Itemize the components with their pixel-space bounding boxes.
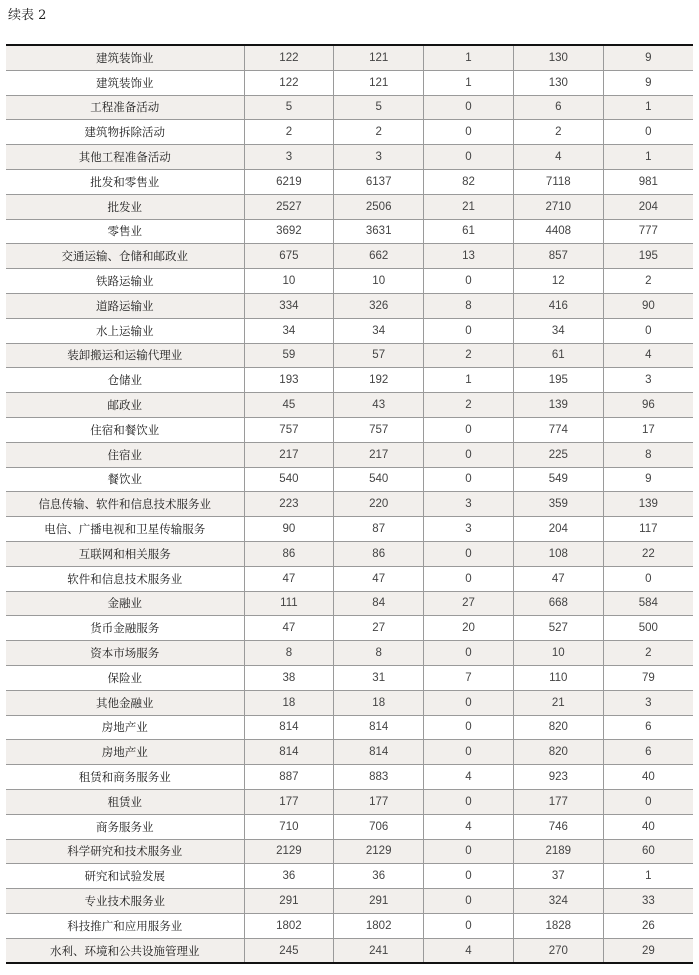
industry-name-cell: 其他工程准备活动 (6, 145, 244, 170)
table-row (6, 417, 693, 442)
industry-name-cell: 研究和试验发展 (6, 864, 244, 889)
industry-name-cell: 电信、广播电视和卫星传输服务 (6, 517, 244, 542)
value-cell: 60 (603, 839, 693, 864)
value-cell: 27 (424, 591, 514, 616)
industry-name-cell: 交通运输、仓储和邮政业 (6, 244, 244, 269)
value-cell: 675 (244, 244, 334, 269)
value-cell: 326 (334, 293, 424, 318)
value-cell: 177 (513, 789, 603, 814)
value-cell: 217 (334, 442, 424, 467)
table-row (6, 938, 693, 963)
value-cell: 923 (513, 765, 603, 790)
value-cell: 26 (603, 913, 693, 938)
value-cell: 241 (334, 938, 424, 963)
value-cell: 47 (244, 616, 334, 641)
industry-name-cell: 批发业 (6, 194, 244, 219)
value-cell: 33 (603, 889, 693, 914)
value-cell: 121 (334, 45, 424, 70)
value-cell: 0 (424, 145, 514, 170)
value-cell: 34 (244, 318, 334, 343)
value-cell: 110 (513, 665, 603, 690)
value-cell: 883 (334, 765, 424, 790)
value-cell: 4 (513, 145, 603, 170)
value-cell: 814 (244, 715, 334, 740)
value-cell: 84 (334, 591, 424, 616)
data-table (6, 44, 693, 964)
value-cell: 10 (334, 269, 424, 294)
table-row (6, 765, 693, 790)
value-cell: 220 (334, 492, 424, 517)
value-cell: 130 (513, 45, 603, 70)
value-cell: 820 (513, 715, 603, 740)
value-cell: 549 (513, 467, 603, 492)
value-cell: 4 (424, 765, 514, 790)
value-cell: 3692 (244, 219, 334, 244)
value-cell: 0 (424, 740, 514, 765)
value-cell: 3 (334, 145, 424, 170)
table-row (6, 566, 693, 591)
value-cell: 193 (244, 368, 334, 393)
value-cell: 1802 (334, 913, 424, 938)
industry-name-cell: 房地产业 (6, 740, 244, 765)
value-cell: 34 (334, 318, 424, 343)
value-cell: 0 (424, 417, 514, 442)
value-cell: 527 (513, 616, 603, 641)
value-cell: 10 (244, 269, 334, 294)
value-cell: 857 (513, 244, 603, 269)
value-cell: 2 (244, 120, 334, 145)
value-cell: 9 (603, 45, 693, 70)
value-cell: 584 (603, 591, 693, 616)
table-row (6, 70, 693, 95)
industry-name-cell: 租赁和商务服务业 (6, 765, 244, 790)
table-row (6, 541, 693, 566)
value-cell: 139 (513, 393, 603, 418)
table-body (6, 45, 693, 963)
industry-name-cell: 租赁业 (6, 789, 244, 814)
value-cell: 2506 (334, 194, 424, 219)
value-cell: 540 (244, 467, 334, 492)
table-row (6, 641, 693, 666)
value-cell: 0 (424, 690, 514, 715)
value-cell: 21 (424, 194, 514, 219)
table-row (6, 715, 693, 740)
industry-name-cell: 道路运输业 (6, 293, 244, 318)
table-row (6, 517, 693, 542)
value-cell: 710 (244, 814, 334, 839)
industry-name-cell: 零售业 (6, 219, 244, 244)
table-row (6, 740, 693, 765)
value-cell: 90 (603, 293, 693, 318)
table-row (6, 467, 693, 492)
value-cell: 1 (603, 95, 693, 120)
value-cell: 17 (603, 417, 693, 442)
table-row (6, 913, 693, 938)
value-cell: 8 (244, 641, 334, 666)
value-cell: 3 (603, 690, 693, 715)
value-cell: 4408 (513, 219, 603, 244)
value-cell: 8 (603, 442, 693, 467)
value-cell: 1802 (244, 913, 334, 938)
value-cell: 0 (424, 541, 514, 566)
industry-name-cell: 保险业 (6, 665, 244, 690)
table-row (6, 665, 693, 690)
value-cell: 18 (334, 690, 424, 715)
value-cell: 2 (424, 343, 514, 368)
industry-name-cell: 商务服务业 (6, 814, 244, 839)
industry-name-cell: 住宿和餐饮业 (6, 417, 244, 442)
value-cell: 4 (424, 814, 514, 839)
value-cell: 20 (424, 616, 514, 641)
value-cell: 1 (603, 145, 693, 170)
value-cell: 86 (244, 541, 334, 566)
value-cell: 121 (334, 70, 424, 95)
value-cell: 245 (244, 938, 334, 963)
value-cell: 40 (603, 814, 693, 839)
value-cell: 0 (424, 913, 514, 938)
value-cell: 0 (424, 442, 514, 467)
value-cell: 204 (603, 194, 693, 219)
value-cell: 757 (244, 417, 334, 442)
industry-name-cell: 建筑装饰业 (6, 45, 244, 70)
industry-name-cell: 住宿业 (6, 442, 244, 467)
value-cell: 47 (334, 566, 424, 591)
value-cell: 814 (244, 740, 334, 765)
table-row (6, 169, 693, 194)
value-cell: 668 (513, 591, 603, 616)
table-row (6, 145, 693, 170)
industry-name-cell: 其他金融业 (6, 690, 244, 715)
value-cell: 746 (513, 814, 603, 839)
value-cell: 10 (513, 641, 603, 666)
value-cell: 204 (513, 517, 603, 542)
industry-name-cell: 邮政业 (6, 393, 244, 418)
value-cell: 195 (513, 368, 603, 393)
value-cell: 270 (513, 938, 603, 963)
value-cell: 27 (334, 616, 424, 641)
value-cell: 2710 (513, 194, 603, 219)
value-cell: 31 (334, 665, 424, 690)
value-cell: 45 (244, 393, 334, 418)
value-cell: 757 (334, 417, 424, 442)
value-cell: 662 (334, 244, 424, 269)
value-cell: 177 (244, 789, 334, 814)
value-cell: 47 (513, 566, 603, 591)
value-cell: 0 (424, 566, 514, 591)
table-row (6, 244, 693, 269)
value-cell: 6 (603, 715, 693, 740)
value-cell: 1 (603, 864, 693, 889)
value-cell: 108 (513, 541, 603, 566)
table-row (6, 219, 693, 244)
value-cell: 139 (603, 492, 693, 517)
value-cell: 1 (424, 45, 514, 70)
value-cell: 2 (603, 269, 693, 294)
industry-name-cell: 餐饮业 (6, 467, 244, 492)
industry-name-cell: 仓储业 (6, 368, 244, 393)
value-cell: 500 (603, 616, 693, 641)
value-cell: 9 (603, 467, 693, 492)
value-cell: 2189 (513, 839, 603, 864)
table-row (6, 839, 693, 864)
value-cell: 3 (424, 517, 514, 542)
value-cell: 0 (424, 467, 514, 492)
value-cell: 2 (424, 393, 514, 418)
value-cell: 0 (424, 318, 514, 343)
industry-name-cell: 货币金融服务 (6, 616, 244, 641)
value-cell: 1 (424, 368, 514, 393)
value-cell: 87 (334, 517, 424, 542)
table-row (6, 591, 693, 616)
value-cell: 5 (334, 95, 424, 120)
value-cell: 0 (603, 789, 693, 814)
table-row (6, 442, 693, 467)
value-cell: 7118 (513, 169, 603, 194)
value-cell: 29 (603, 938, 693, 963)
value-cell: 43 (334, 393, 424, 418)
value-cell: 291 (244, 889, 334, 914)
table-row (6, 368, 693, 393)
value-cell: 2129 (244, 839, 334, 864)
value-cell: 9 (603, 70, 693, 95)
value-cell: 887 (244, 765, 334, 790)
industry-name-cell: 科技推广和应用服务业 (6, 913, 244, 938)
value-cell: 6 (603, 740, 693, 765)
value-cell: 3 (424, 492, 514, 517)
table-row (6, 690, 693, 715)
value-cell: 61 (424, 219, 514, 244)
value-cell: 21 (513, 690, 603, 715)
value-cell: 86 (334, 541, 424, 566)
value-cell: 2 (603, 641, 693, 666)
table-caption: 续表 2 (8, 8, 47, 23)
industry-name-cell: 工程准备活动 (6, 95, 244, 120)
value-cell: 4 (424, 938, 514, 963)
value-cell: 0 (603, 566, 693, 591)
value-cell: 225 (513, 442, 603, 467)
industry-name-cell: 软件和信息技术服务业 (6, 566, 244, 591)
table-row (6, 393, 693, 418)
value-cell: 36 (334, 864, 424, 889)
table-row (6, 318, 693, 343)
value-cell: 8 (334, 641, 424, 666)
value-cell: 122 (244, 45, 334, 70)
value-cell: 8 (424, 293, 514, 318)
value-cell: 177 (334, 789, 424, 814)
value-cell: 416 (513, 293, 603, 318)
industry-name-cell: 建筑装饰业 (6, 70, 244, 95)
value-cell: 0 (424, 715, 514, 740)
value-cell: 1 (424, 70, 514, 95)
value-cell: 117 (603, 517, 693, 542)
value-cell: 7 (424, 665, 514, 690)
industry-name-cell: 互联网和相关服务 (6, 541, 244, 566)
value-cell: 59 (244, 343, 334, 368)
industry-name-cell: 房地产业 (6, 715, 244, 740)
value-cell: 2129 (334, 839, 424, 864)
value-cell: 192 (334, 368, 424, 393)
value-cell: 34 (513, 318, 603, 343)
value-cell: 6137 (334, 169, 424, 194)
value-cell: 6 (513, 95, 603, 120)
value-cell: 324 (513, 889, 603, 914)
value-cell: 4 (603, 343, 693, 368)
value-cell: 38 (244, 665, 334, 690)
table-row (6, 492, 693, 517)
value-cell: 130 (513, 70, 603, 95)
value-cell: 111 (244, 591, 334, 616)
table-row (6, 95, 693, 120)
value-cell: 36 (244, 864, 334, 889)
industry-name-cell: 信息传输、软件和信息技术服务业 (6, 492, 244, 517)
industry-name-cell: 资本市场服务 (6, 641, 244, 666)
value-cell: 217 (244, 442, 334, 467)
value-cell: 90 (244, 517, 334, 542)
table-row (6, 293, 693, 318)
value-cell: 2527 (244, 194, 334, 219)
value-cell: 0 (424, 95, 514, 120)
table-row (6, 194, 693, 219)
value-cell: 0 (424, 889, 514, 914)
value-cell: 2 (513, 120, 603, 145)
industry-name-cell: 水利、环境和公共设施管理业 (6, 938, 244, 963)
industry-name-cell: 科学研究和技术服务业 (6, 839, 244, 864)
value-cell: 37 (513, 864, 603, 889)
value-cell: 18 (244, 690, 334, 715)
value-cell: 0 (424, 789, 514, 814)
table-row (6, 789, 693, 814)
value-cell: 291 (334, 889, 424, 914)
value-cell: 981 (603, 169, 693, 194)
value-cell: 1828 (513, 913, 603, 938)
industry-name-cell: 专业技术服务业 (6, 889, 244, 914)
value-cell: 0 (424, 641, 514, 666)
value-cell: 82 (424, 169, 514, 194)
value-cell: 774 (513, 417, 603, 442)
industry-name-cell: 水上运输业 (6, 318, 244, 343)
value-cell: 57 (334, 343, 424, 368)
value-cell: 0 (603, 318, 693, 343)
value-cell: 22 (603, 541, 693, 566)
value-cell: 13 (424, 244, 514, 269)
value-cell: 0 (603, 120, 693, 145)
table-row (6, 616, 693, 641)
table-row (6, 864, 693, 889)
value-cell: 79 (603, 665, 693, 690)
value-cell: 5 (244, 95, 334, 120)
industry-name-cell: 装卸搬运和运输代理业 (6, 343, 244, 368)
value-cell: 3631 (334, 219, 424, 244)
table-row (6, 120, 693, 145)
value-cell: 195 (603, 244, 693, 269)
value-cell: 0 (424, 269, 514, 294)
value-cell: 40 (603, 765, 693, 790)
value-cell: 0 (424, 864, 514, 889)
value-cell: 61 (513, 343, 603, 368)
table-row (6, 269, 693, 294)
industry-name-cell: 铁路运输业 (6, 269, 244, 294)
value-cell: 706 (334, 814, 424, 839)
value-cell: 12 (513, 269, 603, 294)
value-cell: 0 (424, 839, 514, 864)
value-cell: 3 (603, 368, 693, 393)
industry-name-cell: 金融业 (6, 591, 244, 616)
table-row (6, 45, 693, 70)
value-cell: 777 (603, 219, 693, 244)
value-cell: 122 (244, 70, 334, 95)
table-row (6, 343, 693, 368)
value-cell: 2 (334, 120, 424, 145)
table-row (6, 814, 693, 839)
value-cell: 47 (244, 566, 334, 591)
value-cell: 3 (244, 145, 334, 170)
table-row (6, 889, 693, 914)
value-cell: 96 (603, 393, 693, 418)
value-cell: 223 (244, 492, 334, 517)
value-cell: 6219 (244, 169, 334, 194)
value-cell: 540 (334, 467, 424, 492)
value-cell: 359 (513, 492, 603, 517)
value-cell: 820 (513, 740, 603, 765)
industry-name-cell: 建筑物拆除活动 (6, 120, 244, 145)
value-cell: 814 (334, 740, 424, 765)
value-cell: 334 (244, 293, 334, 318)
value-cell: 0 (424, 120, 514, 145)
industry-name-cell: 批发和零售业 (6, 169, 244, 194)
value-cell: 814 (334, 715, 424, 740)
